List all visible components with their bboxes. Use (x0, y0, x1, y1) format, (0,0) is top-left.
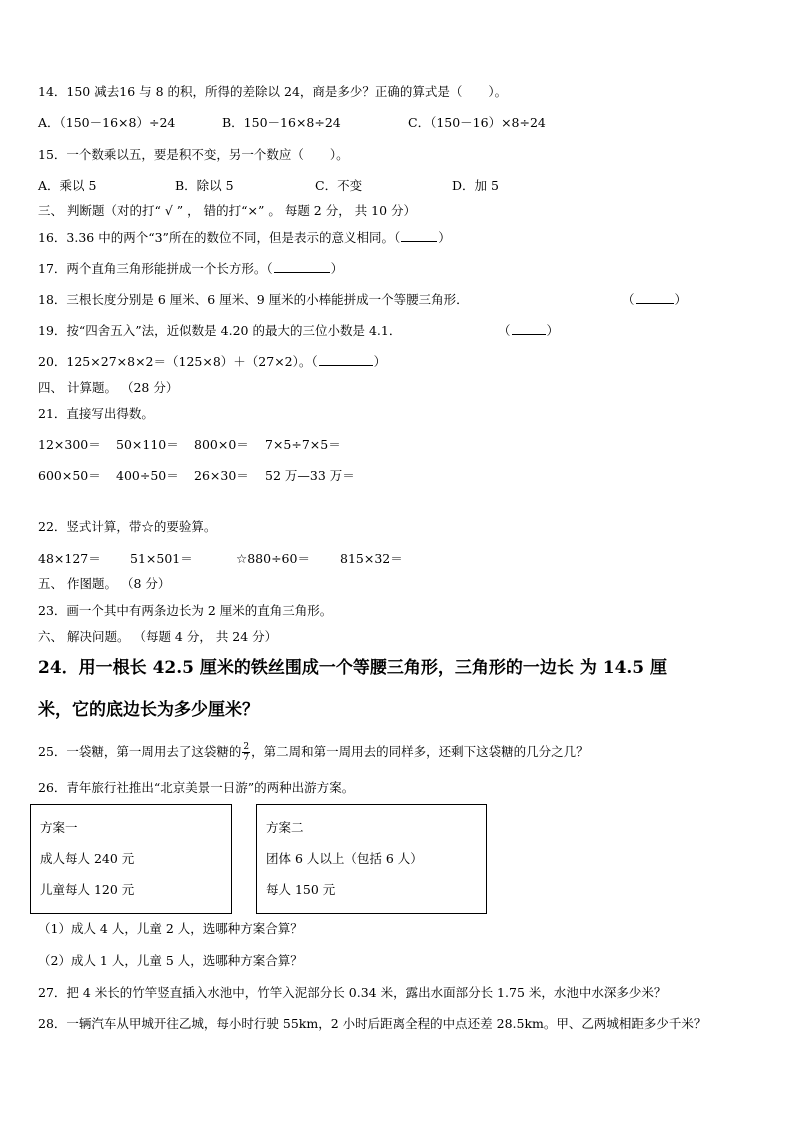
q19-answer-blank[interactable] (512, 322, 546, 335)
q15-option-a: A．乘以 5 (38, 178, 97, 193)
q14-stem (38, 83, 507, 101)
q21-item: 400÷50＝ (116, 468, 179, 483)
q18-answer (622, 291, 687, 309)
q20 (38, 353, 386, 371)
q18-end: ） (674, 292, 688, 307)
q21-item: 52 万—33 万＝ (265, 468, 355, 483)
q27: 27．把 4 米长的竹竿竖直插入水池中，竹竿入泥部分长 0.34 米，露出水面部分长 1.75 米，水池中水深多少米？ (38, 985, 667, 1000)
q17-answer-blank[interactable] (274, 260, 330, 273)
q19-text: 19．按“四舍五入”法，近似数是 4.20 的最大的三位小数是 4.1． (38, 323, 402, 338)
fraction-denominator: 7 (243, 753, 250, 763)
q14-option-a: A．（150－16×8）÷24 (38, 115, 176, 130)
plan-one-child-price: 儿童每人 120 元 (40, 882, 135, 897)
plan-two-box (256, 804, 487, 914)
q16-end: ） (438, 230, 451, 245)
q15-option-d: D．加 5 (452, 178, 499, 193)
q14-stem-end: ）。 (488, 84, 508, 99)
plan-one-title: 方案一 (40, 820, 78, 835)
q16-answer-blank[interactable] (401, 229, 437, 242)
q26-sub-1: （1）成人 4 人，儿童 2 人，选哪种方案合算？ (38, 921, 303, 936)
q24-line-2: 米，它的底边长为多少厘米？ (38, 700, 259, 720)
q22-item: 48×127＝ (38, 551, 101, 566)
q14-option-b: B．150－16×8÷24 (222, 115, 341, 130)
q28: 28．一辆汽车从甲城开往乙城，每小时行驶 55km，2 小时后距离全程的中点还差 28.5km。甲、乙两城相距多少千米？ (38, 1016, 707, 1031)
q22-item: 51×501＝ (130, 551, 193, 566)
q24-line-1: 24．用一根长 42.5 厘米的铁丝围成一个等腰三角形，三角形的一边长 为 14.5 厘 (38, 658, 668, 678)
q14-option-c: C．（150－16）×8÷24 (408, 115, 546, 130)
q16 (38, 229, 451, 247)
q22-item: ☆880÷60＝ (236, 551, 310, 566)
section-5-heading: 五、 作图题。 （8 分） (38, 576, 171, 591)
q17 (38, 260, 343, 278)
q25 (38, 742, 589, 763)
q21-item: 7×5÷7×5＝ (265, 437, 341, 452)
q16-text: 16．3.36 中的两个“3”所在的数位不同，但是表示的意义相同。（ (38, 230, 401, 245)
plan-two-title: 方案二 (266, 820, 304, 835)
q20-end: ） (373, 354, 387, 369)
q14-stem-text: 14．150 减去16 与 8 的积，所得的差除以 24，商是多少？正确的算式是（ (38, 84, 463, 99)
plan-one-box (30, 804, 232, 914)
q21-item: 600×50＝ (38, 468, 101, 483)
q18-answer-blank[interactable] (636, 291, 674, 304)
section-3-heading: 三、 判断题（对的打“ √ ” ， 错的打“×” 。 每题 2 分， 共 10 分） (38, 203, 417, 218)
plan-one-adult-price: 成人每人 240 元 (40, 851, 135, 866)
q21-title: 21．直接写出得数。 (38, 406, 154, 421)
q22-title: 22．竖式计算，带☆的要验算。 (38, 519, 217, 534)
q18-text: 18．三根长度分别是 6 厘米、6 厘米、9 厘米的小棒能拼成一个等腰三角形． (38, 292, 469, 307)
q15-stem-text: 15．一个数乘以五，要是积不变，另一个数应（ (38, 147, 304, 162)
q25-text: 25．一袋糖，第一周用去了这袋糖的 (38, 744, 242, 759)
q26-title: 26．青年旅行社推出“北京美景一日游”的两种出游方案。 (38, 780, 355, 795)
q15-option-b: B．除以 5 (175, 178, 234, 193)
q20-text: 20．125×27×8×2＝（125×8）＋（27×2）。（ (38, 354, 318, 369)
q17-text: 17．两个直角三角形能拼成一个长方形。（ (38, 261, 273, 276)
plan-two-group-condition: 团体 6 人以上（包括 6 人） (266, 851, 423, 866)
q15-stem (38, 146, 349, 164)
q21-item: 800×0＝ (194, 437, 249, 452)
q15-stem-end: ）。 (329, 147, 349, 162)
plan-two-price: 每人 150 元 (266, 882, 336, 897)
q21-item: 26×30＝ (194, 468, 249, 483)
q23: 23．画一个其中有两条边长为 2 厘米的直角三角形。 (38, 603, 333, 618)
fraction-numerator: 2 (243, 742, 250, 752)
q19-end: ） (546, 323, 560, 338)
q22-item: 815×32＝ (340, 551, 403, 566)
q25-text-rest: ，第二周和第一周用去的同样多，还剩下这袋糖的几分之几？ (251, 744, 589, 759)
q19-answer (498, 322, 559, 340)
section-4-heading: 四、 计算题。 （28 分） (38, 380, 179, 395)
q19-open: （ (498, 323, 511, 338)
q21-item: 12×300＝ (38, 437, 101, 452)
q18-open: （ (622, 292, 635, 307)
q26-sub-2: （2）成人 1 人，儿童 5 人，选哪种方案合算？ (38, 953, 303, 968)
q21-item: 50×110＝ (116, 437, 179, 452)
section-6-heading: 六、 解决问题。 （每题 4 分， 共 24 分） (38, 629, 278, 644)
q25-fraction (242, 742, 250, 763)
q15-option-c: C．不变 (315, 178, 363, 193)
q20-answer-blank[interactable] (319, 353, 373, 366)
q17-end: ） (330, 261, 344, 276)
